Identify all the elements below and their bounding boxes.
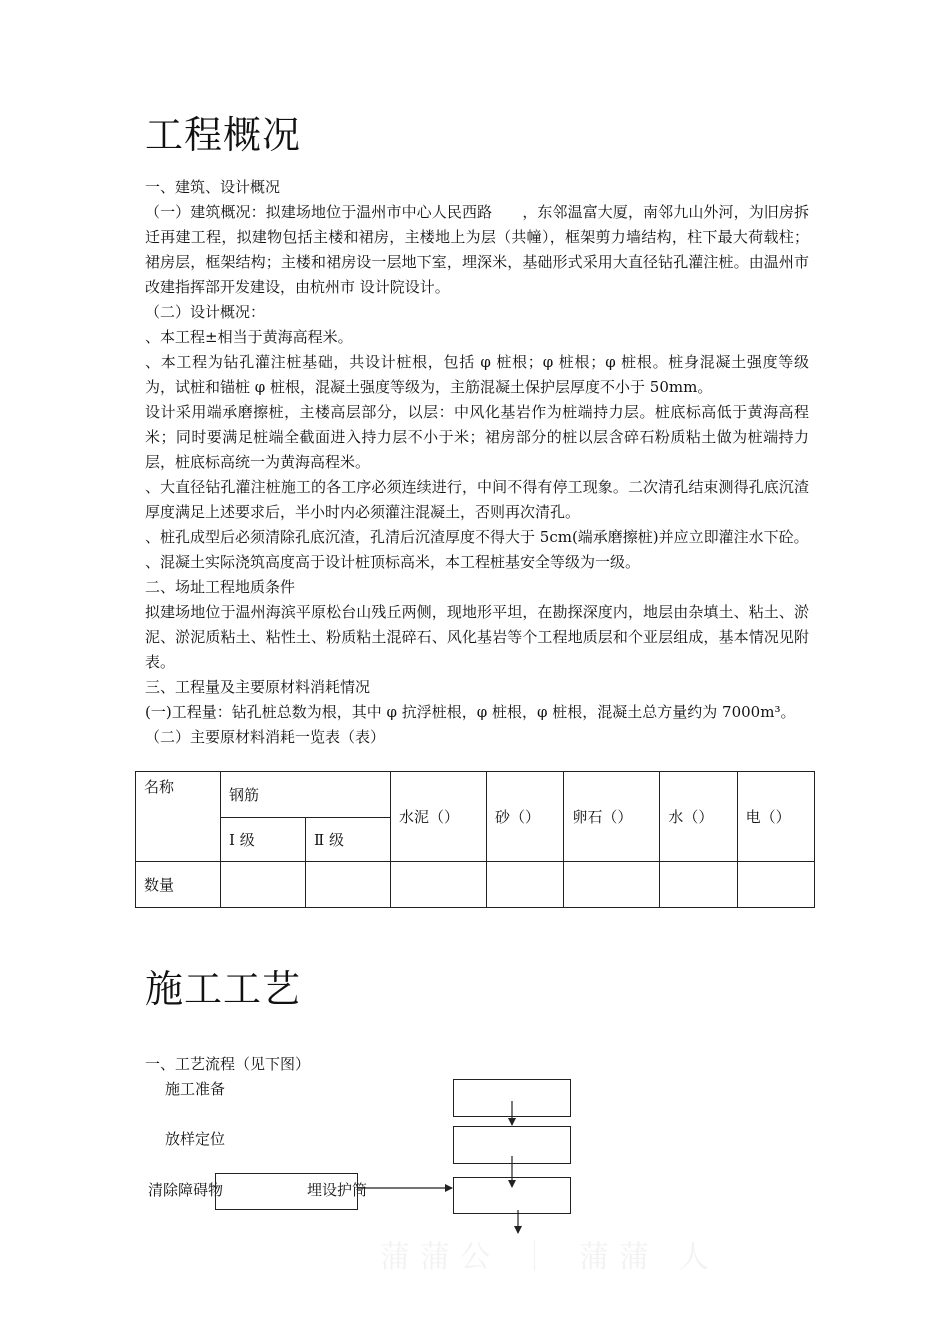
- table-row-label-qty: 数量: [136, 862, 221, 908]
- para-geology: 拟建场地位于温州海滨平原松台山残丘两侧，现地形平坦，在勘探深度内，地层由杂填土、粘土、淤泥、淤泥质粘土、粘性土、粉质粘土混碎石、风化基岩等个工程地质层和个亚层组成，基本情况见附表。: [145, 603, 809, 671]
- table-header-steel-grade1: Ⅰ 级: [221, 818, 306, 862]
- flow-label-layout: 放样定位: [165, 1130, 226, 1148]
- table-header-sand: 砂（）: [487, 772, 564, 862]
- para-piles: 、本工程为钻孔灌注桩基础，共设计桩根，包括 φ 桩根；φ 桩根；φ 桩根。桩身混凝土强度等级为，试桩和锚桩 φ 桩根，混凝土强度等级为，主筋混凝土保护层厚度不小于 50mm。: [145, 353, 809, 396]
- section-title-overview: 工程概况: [145, 113, 302, 157]
- heading-quantities: 三、工程量及主要原材料消耗情况: [145, 678, 371, 696]
- heading-material-table: （二）主要原材料消耗一览表（表）: [145, 728, 386, 746]
- para-sediment: 、桩孔成型后必须清除孔底沉渣，孔清后沉渣厚度不得大于 5cm(端承磨擦桩)并应立即灌注水下砼。: [145, 528, 809, 546]
- flow-label-casing: 埋设护筒: [307, 1181, 368, 1199]
- table-header-water: 水（）: [660, 772, 737, 862]
- para-elevation: 、本工程±相当于黄海高程米。: [145, 328, 353, 346]
- para-quantities: (一)工程量：钻孔桩总数为根，其中 φ 抗浮桩根，φ 桩根，φ 桩根，混凝土总方量约为 7000m³。: [145, 703, 796, 721]
- section-title-process: 施工工艺: [145, 967, 302, 1011]
- para-continuous-work: 、大直径钻孔灌注桩施工的各工序必须连续进行，中间不得有停工现象。二次清孔结束测得孔底沉渣厚度满足上述要求后，半小时内必须灌注混凝土，否则再次清孔。: [145, 478, 809, 521]
- heading-process-flow: 一、工艺流程（见下图）: [145, 1055, 311, 1073]
- watermark: 蒲蒲公 ｜ 蒲蒲 人: [380, 1240, 719, 1275]
- table-header-name: 名称: [136, 772, 221, 862]
- flow-label-clear-obstacles: 清除障碍物: [148, 1181, 224, 1199]
- para-bearing-layer: 设计采用端承磨擦桩，主楼高层部分，以层：中风化基岩作为桩端持力层。桩底标高低于黄海高程米；同时要满足桩端全截面进入持力层不小于米；裙房部分的桩以层含碎石粉质粘土做为桩端持力层，桩底标高统一为黄海高程米。: [145, 403, 809, 471]
- heading-geology: 二、场址工程地质条件: [145, 578, 296, 596]
- table-header-cement: 水泥（）: [391, 772, 487, 862]
- table-header-steel: 钢筋: [221, 772, 391, 818]
- table-header-steel-grade2: Ⅱ 级: [306, 818, 391, 862]
- flow-label-prepare: 施工准备: [165, 1080, 226, 1098]
- para-concrete-height: 、混凝土实际浇筑高度高于设计桩顶标高米，本工程桩基安全等级为一级。: [145, 553, 641, 571]
- heading-arch-design: 一、建筑、设计概况: [145, 178, 281, 196]
- para-arch-overview: （一）建筑概况：拟建场地位于温州市中心人民西路 ，东邻温富大厦，南邻九山外河，为旧房拆迁再建工程，拟建物包括主楼和裙房，主楼地上为层（共幢），框架剪力墙结构，柱下最大荷载柱；裙房层，框架结构；主楼和裙房设一层地下室，埋深米，基础形式采用大直径钻孔灌注桩。由温州市 改建指挥部开发建设，由杭州市 设计院设计。: [145, 203, 809, 296]
- table-header-power: 电（）: [737, 772, 814, 862]
- table-header-gravel: 卵石（）: [564, 772, 660, 862]
- heading-design-overview: （二）设计概况：: [145, 303, 266, 321]
